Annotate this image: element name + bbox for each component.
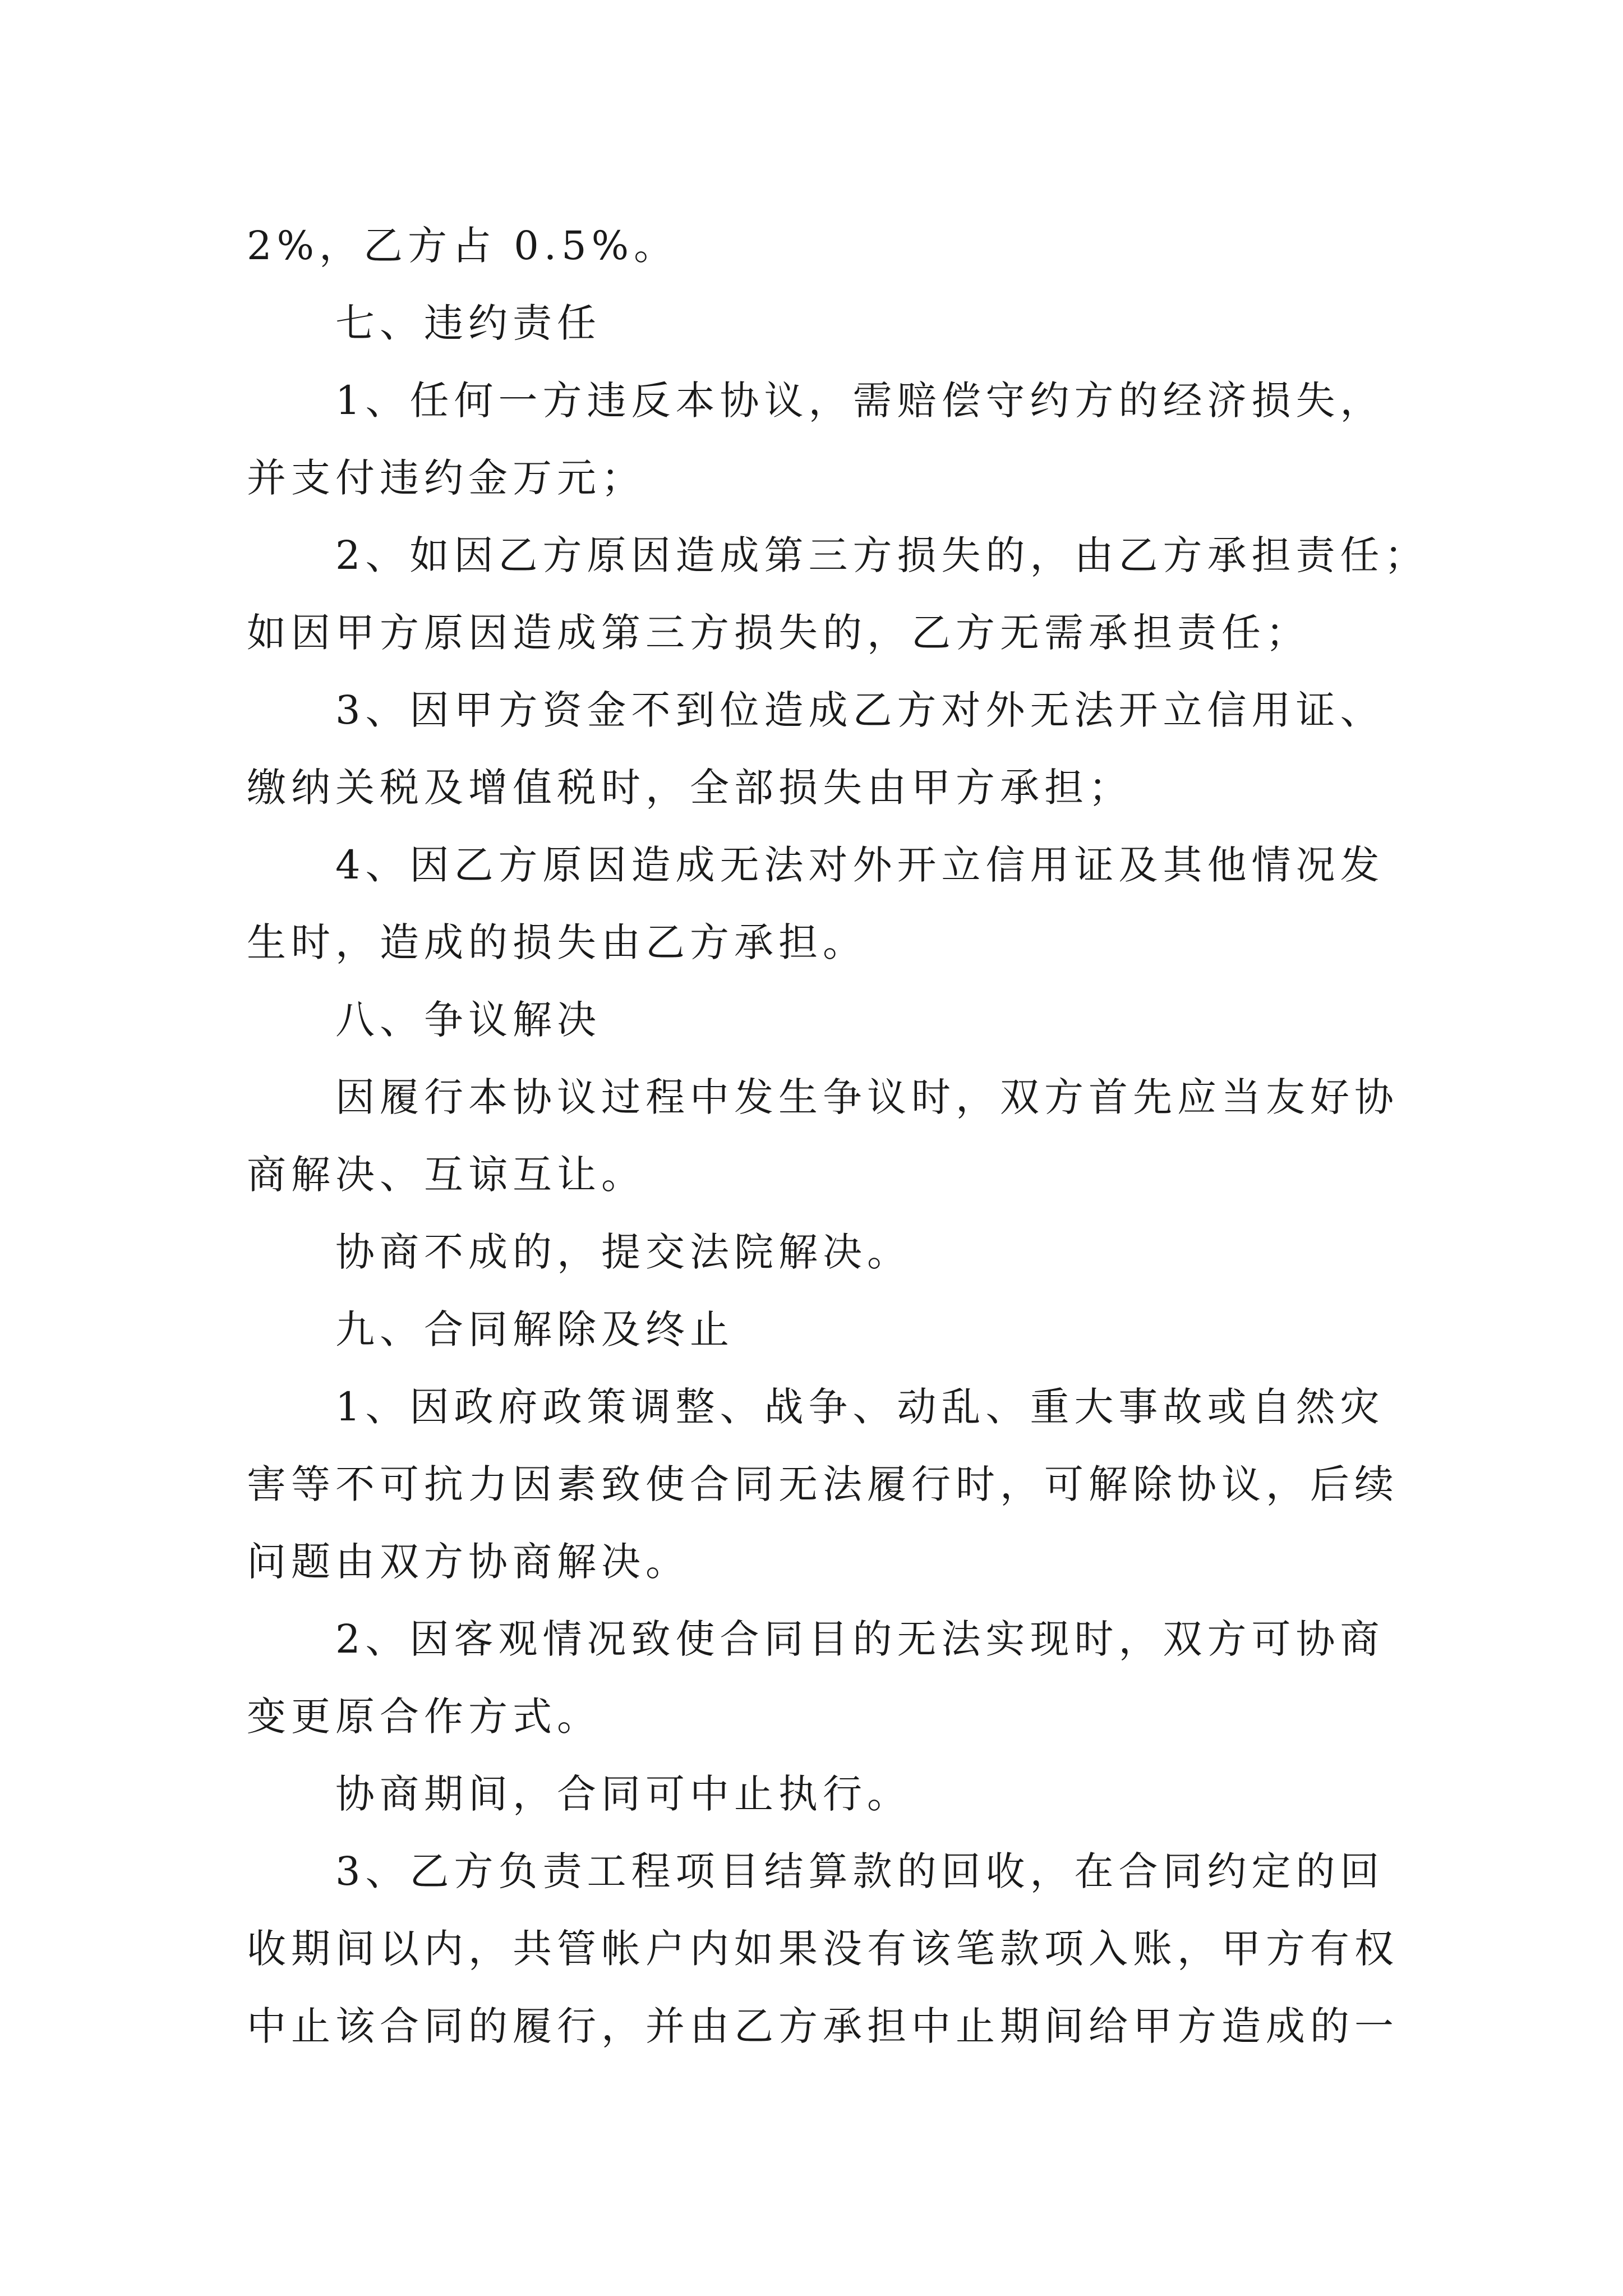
text-line: 4、因乙方原因造成无法对外开立信用证及其他情况发: [335, 842, 1385, 888]
text-line: 1、因政府政策调整、战争、动乱、重大事故或自然灾: [335, 1384, 1385, 1430]
text-line: 协商不成的，提交法院解决。: [335, 1229, 911, 1275]
text-line: 变更原合作方式。: [247, 1694, 601, 1740]
text-line: 缴纳关税及增值税时，全部损失由甲方承担；: [247, 765, 1133, 811]
text-line: 如因甲方原因造成第三方损失的，乙方无需承担责任；: [247, 610, 1310, 656]
text-line: 3、乙方负责工程项目结算款的回收，在合同约定的回: [335, 1848, 1385, 1894]
section-heading: 九、合同解除及终止: [335, 1306, 734, 1352]
text-line: 2%，乙方占 0.5%。: [247, 223, 679, 269]
text-line: 1、任何一方违反本协议，需赔偿守约方的经济损失，: [335, 378, 1385, 424]
section-heading: 七、违约责任: [335, 300, 601, 346]
text-line: 2、因客观情况致使合同目的无法实现时，双方可协商: [335, 1616, 1385, 1662]
text-line: 协商期间，合同可中止执行。: [335, 1771, 911, 1817]
text-line: 害等不可抗力因素致使合同无法履行时，可解除协议，后续: [247, 1461, 1399, 1507]
section-heading: 八、争议解决: [335, 997, 601, 1043]
text-line: 商解决、互谅互让。: [247, 1152, 645, 1198]
text-line: 并支付违约金万元；: [247, 455, 645, 501]
text-line: 2、如因乙方原因造成第三方损失的，由乙方承担责任；: [335, 532, 1429, 578]
text-line: 收期间以内，共管帐户内如果没有该笔款项入账，甲方有权: [247, 1926, 1399, 1972]
text-line: 生时，造成的损失由乙方承担。: [247, 919, 867, 965]
text-line: 问题由双方协商解决。: [247, 1539, 690, 1585]
text-line: 因履行本协议过程中发生争议时，双方首先应当友好协: [335, 1074, 1399, 1120]
text-line: 3、因甲方资金不到位造成乙方对外无法开立信用证、: [335, 687, 1385, 733]
text-line: 中止该合同的履行，并由乙方承担中止期间给甲方造成的一: [247, 2003, 1399, 2049]
